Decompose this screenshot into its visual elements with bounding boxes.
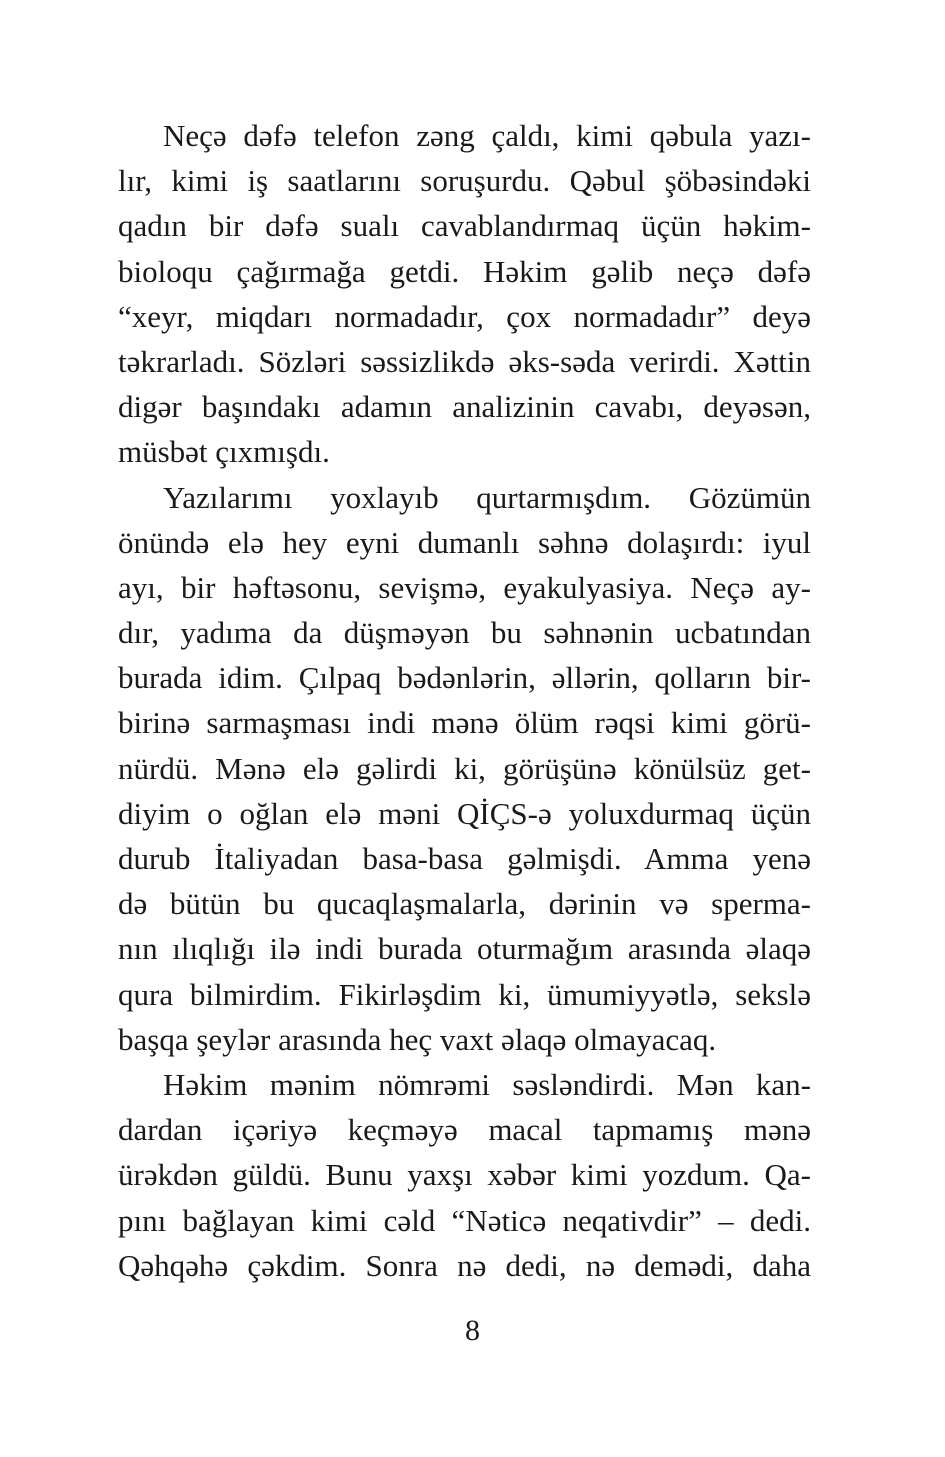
text-line: Neçə dəfə telefon zəng çaldı, kimi qəbula yazı- — [163, 118, 811, 153]
text-line: qura bilmirdim. Fikirləşdim ki, ümumiyyətlə, sekslə — [118, 976, 811, 1012]
text-line: lır, kimi iş saatlarını soruşurdu. Qəbul şöbəsindəki — [118, 163, 811, 199]
paragraph-2 — [118, 475, 811, 1062]
text-line: “xeyr, miqdarı normadadır, çox normadadır” deyə — [118, 298, 811, 334]
text-line: birinə sarmaşması indi mənə ölüm rəqsi kimi görü- — [118, 705, 811, 741]
text-line: Həkim mənim nömrəmi səsləndirdi. Mən kan- — [163, 1066, 811, 1102]
text-line: durub İtaliyadan basa-basa gəlmişdi. Amma yenə — [118, 841, 811, 876]
text-line: diyim o oğlan elə məni QİÇS-ə yoluxdurmaq üçün — [118, 795, 811, 831]
paragraph-3 — [118, 1062, 811, 1288]
text-line: təkrarladı. Sözləri səssizlikdə əks-səda verirdi. Xəttin — [118, 343, 811, 379]
text-line: digər başındakı adamın analizinin cavabı, deyəsən, — [118, 389, 811, 425]
text-line: nürdü. Mənə elə gəlirdi ki, görüşünə könülsüz get- — [118, 750, 811, 786]
text-line: dardan içəriyə keçməyə macal tapmamış mənə — [118, 1112, 811, 1148]
text-line: nın ılıqlığı ilə indi burada oturmağım arasında əlaqə — [118, 931, 811, 967]
text-line: də bütün bu qucaqlaşmalarla, dərinin və sperma- — [118, 886, 811, 922]
text-line: ürəkdən güldü. Bunu yaxşı xəbər kimi yozdum. Qa- — [118, 1157, 811, 1193]
text-line: Yazılarımı yoxlayıb qurtarmışdım. Gözümün — [163, 479, 811, 515]
text-line: ayı, bir həftəsonu, sevişmə, eyakulyasiya. Neçə ay- — [118, 569, 811, 605]
text-line: başqa şeylər arasında heç vaxt əlaqə olmayacaq. — [118, 1021, 717, 1057]
text-line: pını bağlayan kimi cəld “Nəticə neqativdir” – dedi. — [118, 1202, 811, 1238]
page-number: 8 — [465, 1314, 480, 1347]
text-line: burada idim. Çılpaq bədənlərin, əllərin, qolların bir- — [118, 660, 811, 696]
text-line: Qəhqəhə çəkdim. Sonra nə dedi, nə demədi, daha — [118, 1247, 811, 1283]
text-line: bioloqu çağırmağa getdi. Həkim gəlib neçə dəfə — [118, 253, 811, 289]
body-text — [118, 113, 811, 1288]
paragraph-1 — [118, 113, 811, 475]
text-line: müsbət çıxmışdı. — [118, 434, 330, 470]
text-line: önündə elə hey eyni dumanlı səhnə dolaşırdı: iyul — [118, 524, 811, 560]
text-line: qadın bir dəfə sualı cavablandırmaq üçün həkim- — [118, 208, 811, 244]
text-line: dır, yadıma da düşməyən bu səhnənin ucbatından — [118, 615, 811, 651]
